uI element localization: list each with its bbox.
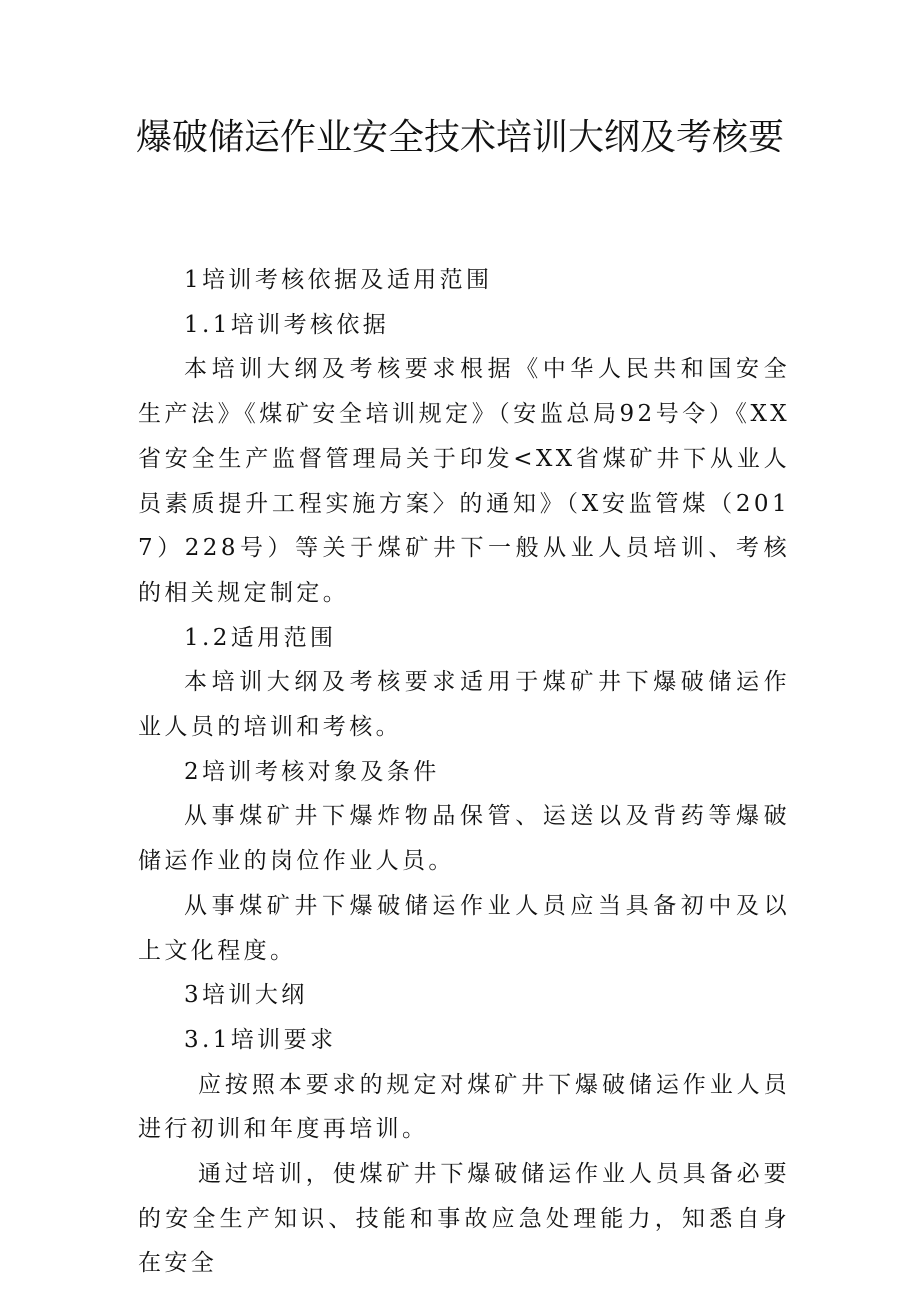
paragraph-training-goal: 通过培训，使煤矿井下爆破储运作业人员具备必要的安全生产知识、技能和事故应急处理能力，知悉自身在安全: [138, 1161, 790, 1277]
section-heading-1-1: 1.1培训考核依据: [184, 311, 390, 338]
section-heading-3: 3培训大纲: [184, 982, 308, 1009]
section-heading-2: 2培训考核对象及条件: [184, 758, 440, 785]
document-body: [138, 258, 790, 1286]
paragraph-target-personnel: 从事煤矿井下爆炸物品保管、运送以及背药等爆破储运作业的岗位作业人员。: [138, 803, 790, 875]
paragraph-training-requirement: 应按照本要求的规定对煤矿井下爆破储运作业人员进行初训和年度再培训。: [138, 1071, 790, 1143]
section-heading-1-2: 1.2适用范围: [184, 624, 337, 651]
section-heading-3-1: 3.1培训要求: [184, 1026, 337, 1053]
document-title: 爆破储运作业安全技术培训大纲及考核要: [135, 117, 784, 158]
section-heading-1: 1培训考核依据及适用范围: [184, 267, 493, 293]
paragraph-scope: 本培训大纲及考核要求适用于煤矿井下爆破储运作业人员的培训和考核。: [138, 669, 790, 741]
paragraph-training-basis: 本培训大纲及考核要求根据《中华人民共和国安全生产法》《煤矿安全培训规定》（安监总局92号令）《XX省安全生产监督管理局关于印发<XX省煤矿井下从业人员素质提升工程实施方案〉的通知》（X安监管煤（2017）228号）等关于煤矿井下一般从业人员培训、考核的相关规定制定。: [138, 356, 790, 606]
paragraph-education-requirement: 从事煤矿井下爆破储运作业人员应当具备初中及以上文化程度。: [138, 892, 790, 964]
